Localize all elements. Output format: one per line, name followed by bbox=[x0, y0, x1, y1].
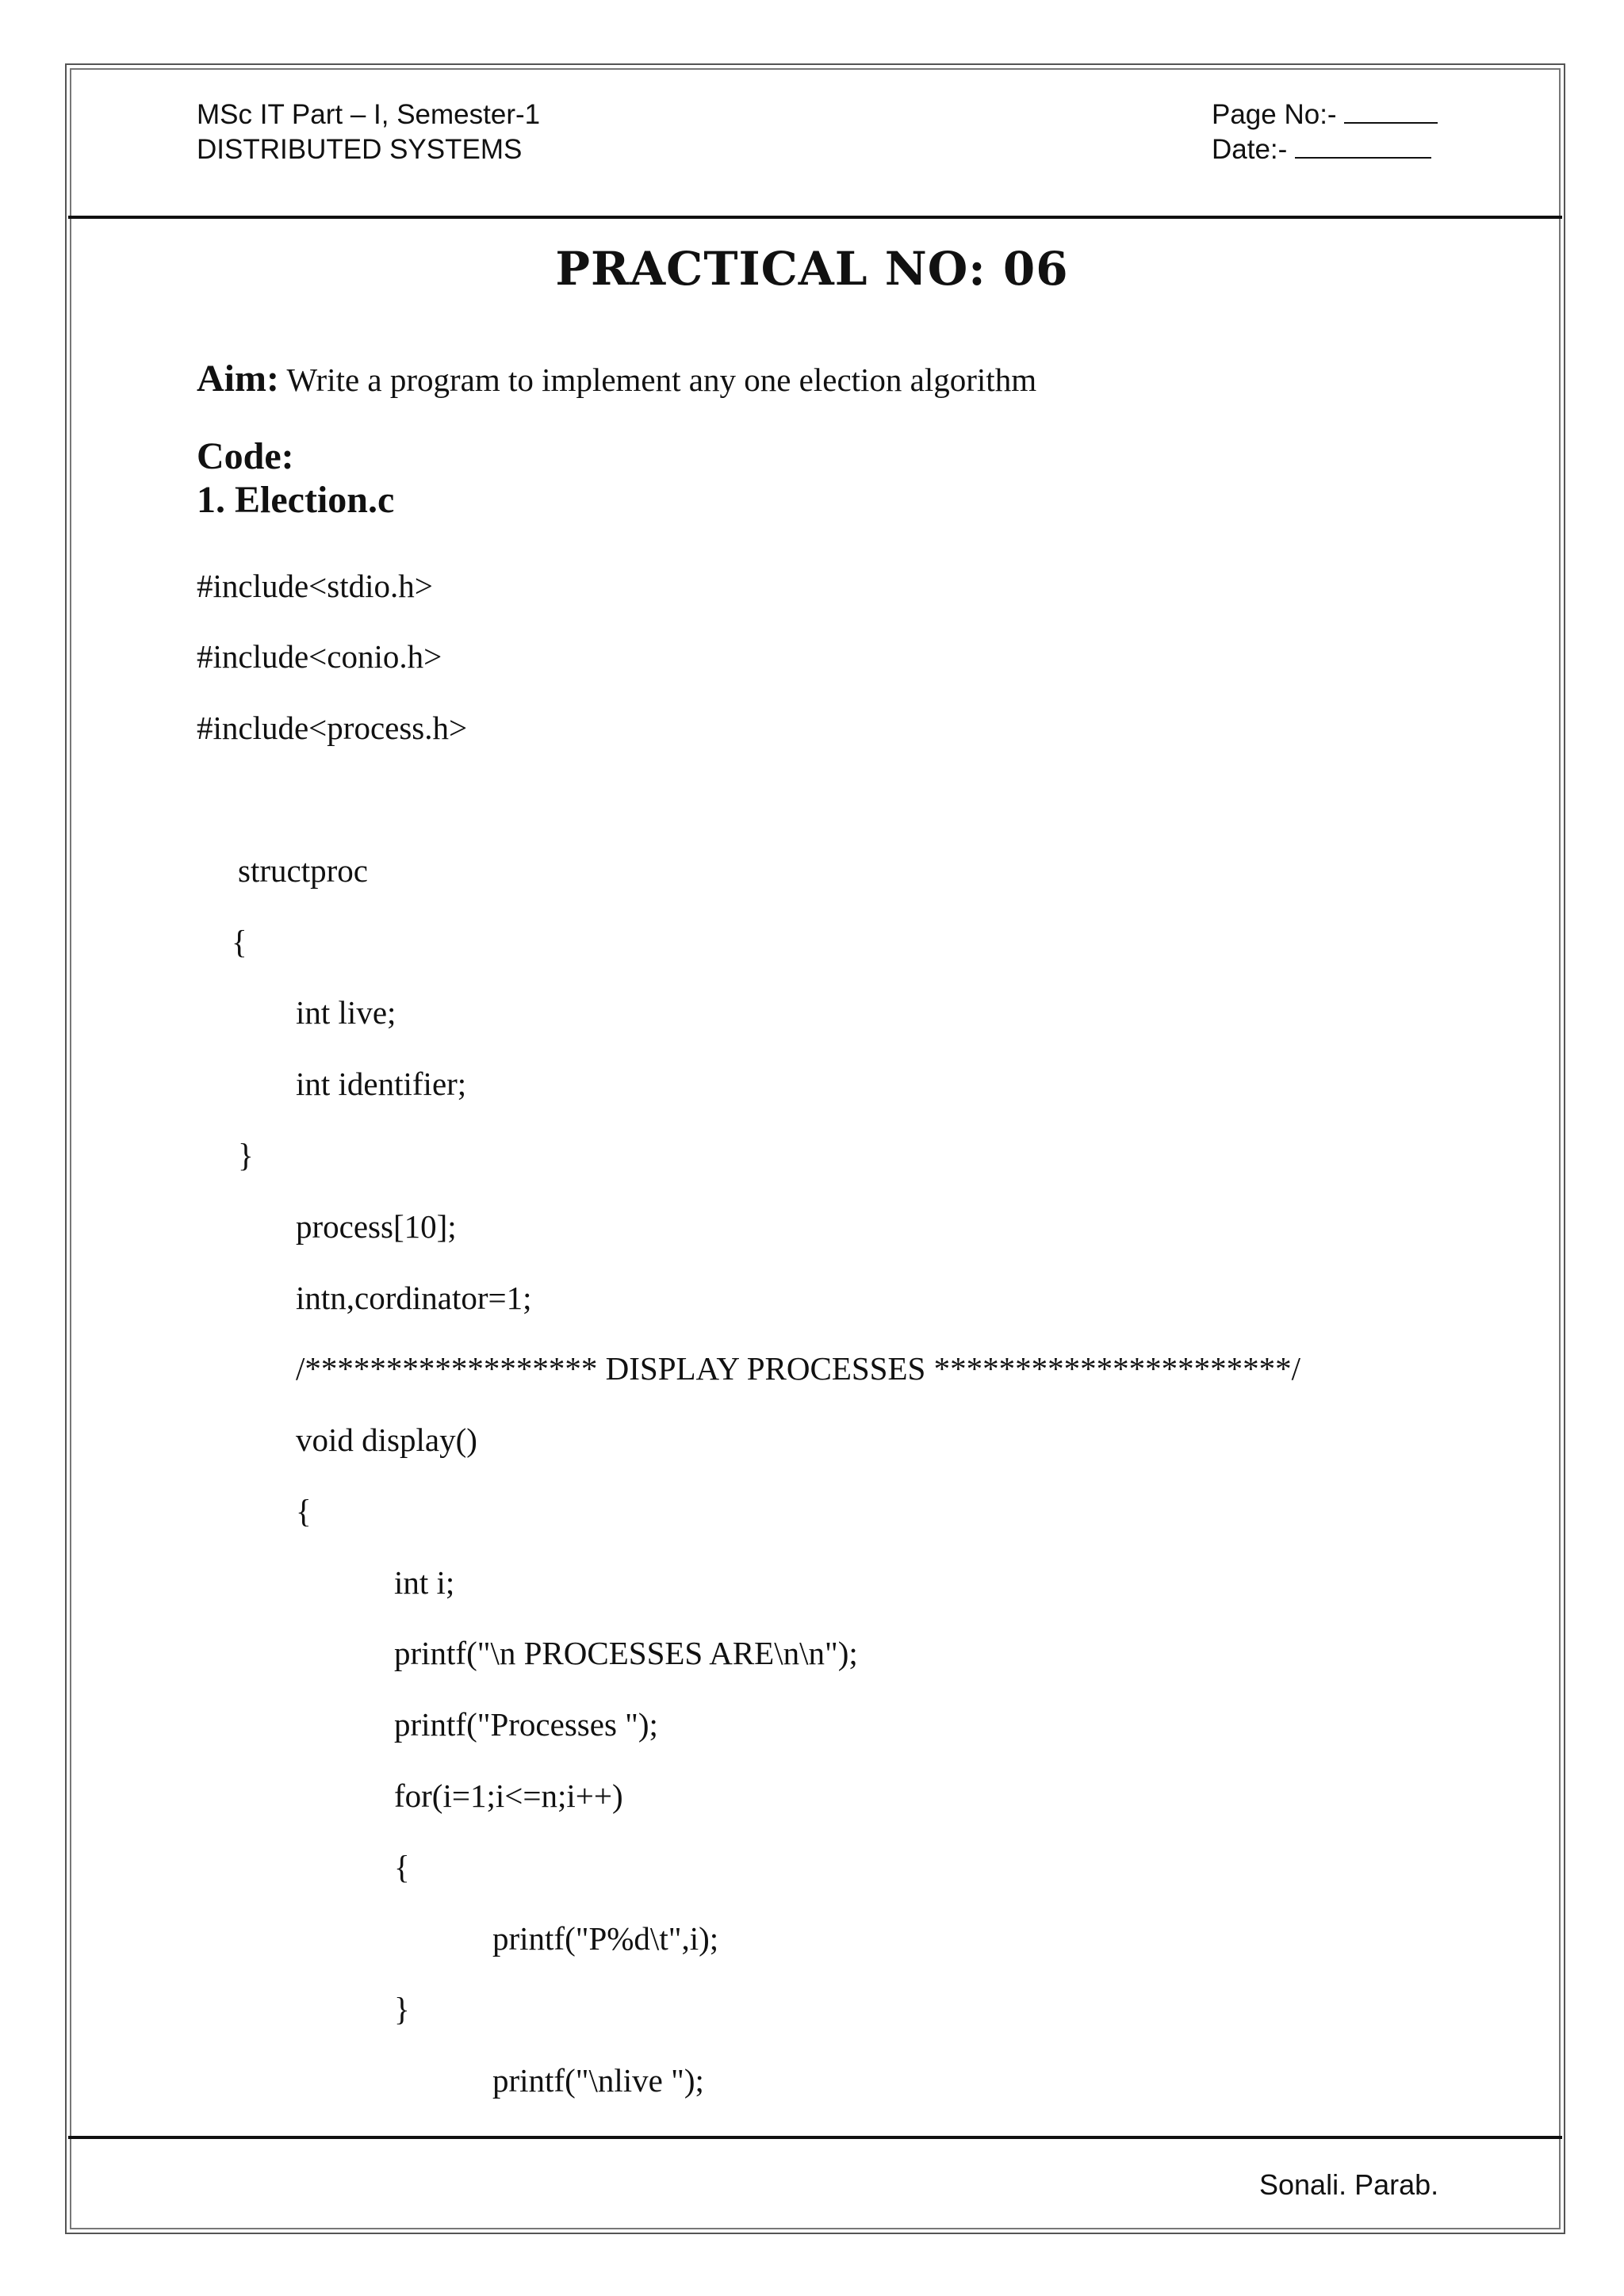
code-line: printf("Processes "); bbox=[394, 1706, 658, 1743]
code-line: for(i=1;i<=n;i++) bbox=[394, 1777, 623, 1814]
course-label: MSc IT Part – I, Semester-1 bbox=[197, 99, 541, 130]
footer-divider bbox=[68, 2136, 1562, 2139]
code-line: printf("\nlive "); bbox=[492, 2062, 704, 2099]
aim-label: Aim: bbox=[197, 358, 279, 400]
code-line: /****************** DISPLAY PROCESSES **********************/ bbox=[296, 1350, 1300, 1387]
code-line: printf("\n PROCESSES ARE\n\n"); bbox=[394, 1635, 858, 1671]
footer-signature: Sonali. Parab. bbox=[1259, 2168, 1439, 2201]
date-blank bbox=[1295, 133, 1431, 159]
file-heading: 1. Election.c bbox=[197, 479, 395, 521]
header-divider bbox=[68, 216, 1562, 219]
aim-text: Write a program to implement any one election algorithm bbox=[286, 362, 1037, 398]
code-line: { bbox=[296, 1493, 312, 1529]
page-no-label: Page No:- bbox=[1212, 99, 1337, 130]
header-left bbox=[197, 98, 540, 167]
page-no-blank bbox=[1344, 98, 1438, 124]
code-line: int identifier; bbox=[296, 1066, 467, 1102]
date-label: Date:- bbox=[1212, 134, 1288, 165]
page-title-text: PRACTICAL NO: 06 bbox=[555, 242, 1069, 296]
code-line: printf("P%d\t",i); bbox=[492, 1920, 719, 1957]
code-line: process[10]; bbox=[296, 1208, 457, 1245]
code-heading: Code: bbox=[197, 435, 294, 477]
code-line: #include<process.h> bbox=[197, 710, 468, 746]
code-line: int i; bbox=[394, 1564, 455, 1601]
code-line: #include<stdio.h> bbox=[197, 568, 433, 604]
code-line: void display() bbox=[296, 1422, 477, 1458]
code-line: { bbox=[232, 924, 247, 960]
code-line: structproc bbox=[238, 852, 368, 889]
code-line: int live; bbox=[296, 994, 396, 1031]
code-line: } bbox=[394, 1991, 410, 2027]
code-line: intn,cordinator=1; bbox=[296, 1280, 532, 1316]
subject-label: DISTRIBUTED SYSTEMS bbox=[197, 134, 523, 165]
header-right bbox=[1212, 98, 1438, 167]
page-title bbox=[0, 242, 1624, 296]
code-line: } bbox=[238, 1137, 254, 1173]
code-line: #include<conio.h> bbox=[197, 638, 442, 675]
aim-line bbox=[197, 357, 1036, 400]
code-line: { bbox=[394, 1849, 410, 1885]
